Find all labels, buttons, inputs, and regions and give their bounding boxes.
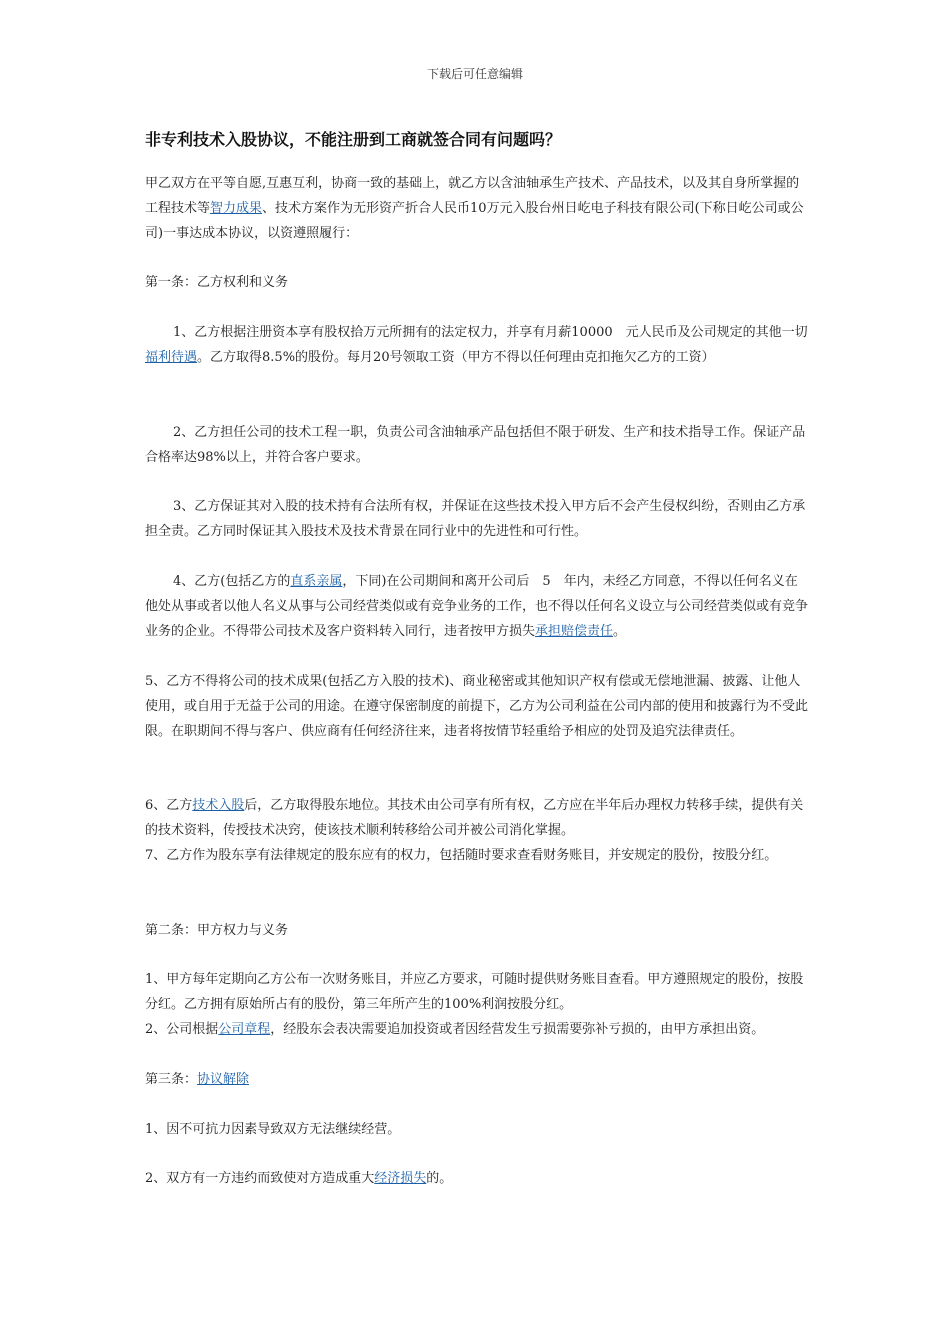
link-intellectual-achievement[interactable]: 智力成果 [210,201,263,216]
article1-clause5: 5、乙方不得将公司的技术成果(包括乙方入股的技术)、商业秘密或其他知识产权有偿或无偿地泄漏、披露、让他人使用，或自用于无益于公司的用途。在遵守保密制度的前提下，乙方为公司利益在公司内部的使用和披露行为不受此限。在职期间不得与客户、供应商有任何经济往来，违者将按情节轻重给予相应的处罚及追究法律责任。 [145,674,809,739]
article1-clause1: 1、乙方根据注册资本享有股权拾万元所拥有的法定权力，并享有月薪10000 元人民币及公司规定的其他一切福利待遇。乙方取得8.5%的股份。每月20号领取工资（甲方不得以任何理由克扣拖欠乙方的工资） [145,325,808,365]
article2-clause2: 2、公司根据公司章程，经股东会表决需要追加投资或者因经营发生亏损需要弥补亏损的，由甲方承担出资。 [145,1022,765,1037]
article1-clause6: 6、乙方技术入股后，乙方取得股东地位。其技术由公司享有所有权，乙方应在半年后办理权力转移手续，提供有关的技术资料，传授技术决窍，使该技术顺利转移给公司并被公司消化掌握。 [145,798,804,838]
article1-clause4: 4、乙方(包括乙方的直系亲属，下同)在公司期间和离开公司后 5 年内，未经乙方同意，不得以任何名义在他处从事或者以他人名义从事与公司经营类似或有竞争业务的工作，也不得以任何名义设立与公司经营类似或有竞争业务的企业。不得带公司技术及客户资料转入同行，违者按甲方损失承担赔偿责任。 [145,574,809,639]
link-technology-equity[interactable]: 技术入股 [192,798,245,813]
document-title: 非专利技术入股协议，不能注册到工商就签合同有问题吗？ [145,130,562,149]
link-direct-relatives[interactable]: 直系亲属 [290,574,343,589]
link-compensation-liability[interactable]: 承担赔偿责任 [535,624,614,639]
link-agreement-termination[interactable]: 协议解除 [197,1072,250,1087]
link-welfare-benefits[interactable]: 福利待遇 [145,350,198,365]
intro-paragraph: 甲乙双方在平等自愿,互惠互利，协商一致的基础上，就乙方以含油轴承生产技术、产品技术，以及其自身所掌握的工程技术等智力成果、技术方案作为无形资产折合人民币10万元入股台州日屹电子科技有限公司(下称日屹公司或公司)一事达成本协议，以资遵照履行： [145,176,804,241]
article2-clause1: 1、甲方每年定期向乙方公布一次财务账目，并应乙方要求，可随时提供财务账目查看。甲方遵照规定的股份，按股分红。乙方拥有原始所占有的股份，第三年所产生的100%利润按股分红。 [145,972,804,1012]
article2-heading: 第二条：甲方权力与义务 [145,923,289,938]
article1-clause2: 2、乙方担任公司的技术工程一职，负责公司含油轴承产品包括但不限于研发、生产和技术指导工作。保证产品合格率达98%以上，并符合客户要求。 [145,425,806,465]
article1-clause3: 3、乙方保证其对入股的技术持有合法所有权，并保证在这些技术投入甲方后不会产生侵权纠纷，否则由乙方承担全责。乙方同时保证其入股技术及技术背景在同行业中的先进性和可行性。 [145,499,806,539]
article3-heading: 第三条：协议解除 [145,1072,250,1087]
link-economic-loss[interactable]: 经济损失 [374,1171,427,1186]
page-header: 下载后可任意编辑 [426,67,523,81]
article1-heading: 第一条：乙方权利和义务 [145,275,289,290]
link-articles-of-association[interactable]: 公司章程 [218,1022,271,1037]
article3-clause2: 2、双方有一方违约而致使对方造成重大经济损失的。 [145,1171,453,1186]
article3-clause1: 1、因不可抗力因素导致双方无法继续经营。 [145,1122,401,1137]
article1-clause7: 7、乙方作为股东享有法律规定的股东应有的权力，包括随时要求查看财务账目，并安规定的股份，按股分红。 [145,848,778,863]
